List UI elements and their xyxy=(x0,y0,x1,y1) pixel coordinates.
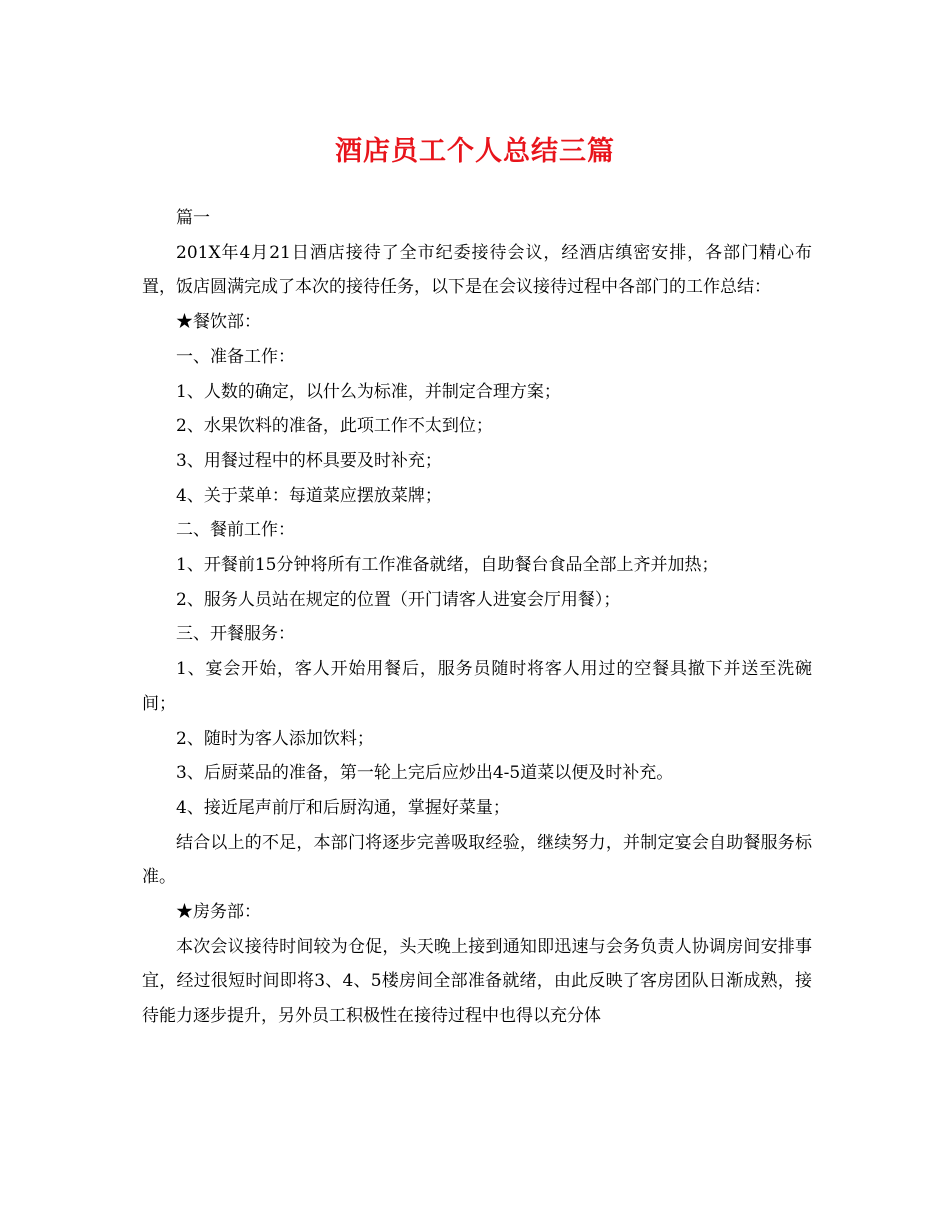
paragraph-list-item: 3、后厨菜品的准备，第一轮上完后应炒出4-5道菜以便及时补充。 xyxy=(176,763,674,784)
paragraph-list-item: 2、服务人员站在规定的位置（开门请客人进宴会厅用餐）； xyxy=(176,589,621,610)
paragraph-list-item: 2、随时为客人添加饮料； xyxy=(176,728,374,749)
paragraph-list-item: 3、用餐过程中的杯具要及时补充； xyxy=(176,450,442,471)
paragraph-list-item: 1、宴会开始，客人开始用餐后，服务员随时将客人用过的空餐具撤下并送至洗碗间； xyxy=(142,659,812,714)
paragraph-department-heading: ★房务部： xyxy=(176,902,261,923)
paragraph-department-heading: ★餐饮部： xyxy=(176,312,261,333)
paragraph-list-item: 2、水果饮料的准备，此项工作不太到位； xyxy=(176,416,493,437)
paragraph-subheading: 三、开餐服务： xyxy=(176,624,295,645)
paragraph-body: 本次会议接待时间较为仓促，头天晚上接到通知即迅速与会务负责人协调房间安排事宜，经过很短时间即将3、4、5楼房间全部准备就绪，由此反映了客房团队日渐成熟，接待能力逐步提升，另外员工积极性在接待过程中也得以充分体 xyxy=(142,936,812,1027)
paragraph-section-heading: 篇一 xyxy=(176,208,210,228)
paragraph-list-item: 4、接近尾声前厅和后厨沟通，掌握好菜量； xyxy=(176,797,510,818)
paragraph-subheading: 二、餐前工作： xyxy=(176,520,295,541)
paragraph-list-item: 4、关于菜单：每道菜应摆放菜牌； xyxy=(176,485,442,506)
document-title: 酒店员工个人总结三篇 xyxy=(335,136,615,167)
paragraph-subheading: 一、准备工作： xyxy=(176,346,295,367)
paragraph-list-item: 1、人数的确定，以什么为标准，并制定合理方案； xyxy=(176,381,561,402)
document-body xyxy=(142,201,812,1034)
paragraph-list-item: 1、开餐前15分钟将所有工作准备就绪，自助餐台食品全部上齐并加热； xyxy=(176,555,719,576)
paragraph-intro: 201X年4月21日酒店接待了全市纪委接待会议，经酒店缜密安排，各部门精心布置，饭店圆满完成了本次的接待任务，以下是在会议接待过程中各部门的工作总结： xyxy=(142,242,812,298)
paragraph-summary: 结合以上的不足，本部门将逐步完善吸取经验，继续努力，并制定宴会自助餐服务标准。 xyxy=(142,832,812,888)
